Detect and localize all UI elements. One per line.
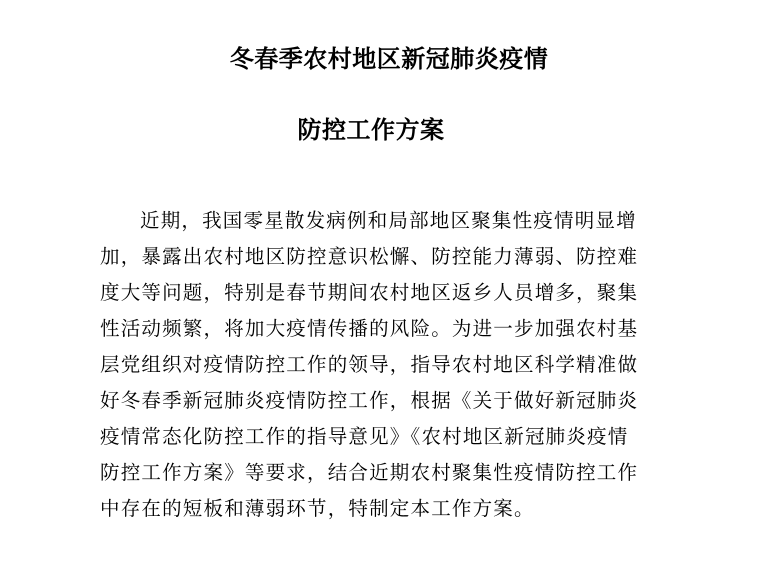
paragraph-line: 防控工作方案》等要求，结合近期农村聚集性疫情防控工作 [100, 461, 639, 484]
paragraph-line: 性活动频繁，将加大疫情传播的风险。为进一步加强农村基 [100, 317, 639, 340]
document-paragraph [100, 203, 656, 527]
document-title-line-2: 防控工作方案 [297, 116, 445, 144]
paragraph-line: 中存在的短板和薄弱环节，特制定本工作方案。 [100, 497, 535, 520]
paragraph-line: 疫情常态化防控工作的指导意见》《农村地区新冠肺炎疫情 [100, 425, 629, 448]
paragraph-line: 层党组织对疫情防控工作的领导，指导农村地区科学精准做 [100, 353, 639, 376]
paragraph-line: 近期，我国零星散发病例和局部地区聚集性疫情明显增 [140, 209, 637, 232]
paragraph-line: 度大等问题，特别是春节期间农村地区返乡人员增多，聚集 [100, 281, 639, 304]
document-title-line-1: 冬春季农村地区新冠肺炎疫情 [229, 45, 549, 73]
paragraph-line: 好冬春季新冠肺炎疫情防控工作，根据《关于做好新冠肺炎 [100, 389, 639, 412]
paragraph-line: 加，暴露出农村地区防控意识松懈、防控能力薄弱、防控难 [100, 245, 639, 268]
